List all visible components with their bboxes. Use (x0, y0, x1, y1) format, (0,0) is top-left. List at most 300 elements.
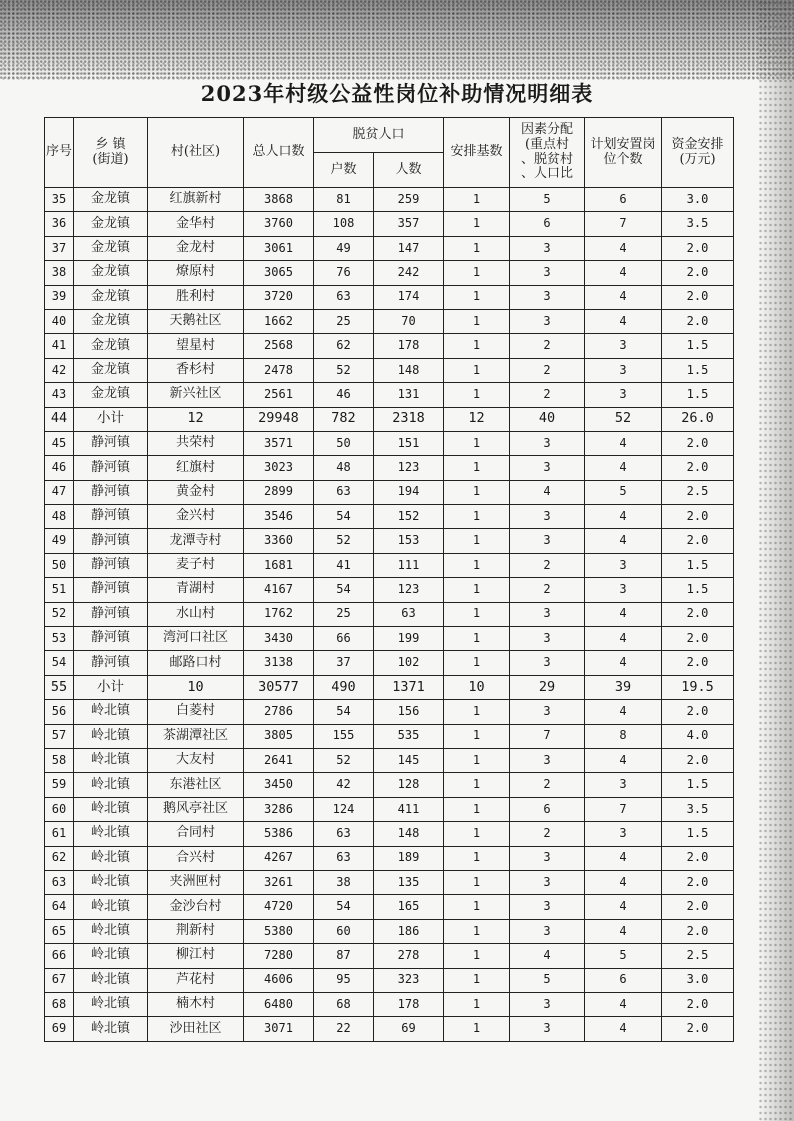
table-row (45, 431, 734, 455)
cell-households: 42 (314, 773, 374, 797)
cell-seq: 40 (45, 309, 74, 333)
cell-funds: 2.0 (662, 505, 734, 529)
cell-base: 1 (444, 578, 510, 602)
cell-persons: 189 (374, 846, 444, 870)
cell-funds: 1.5 (662, 383, 734, 407)
cell-base: 1 (444, 895, 510, 919)
cell-village: 黄金村 (148, 480, 244, 504)
cell-village: 合兴村 (148, 846, 244, 870)
cell-seq: 60 (45, 797, 74, 821)
cell-town: 金龙镇 (74, 358, 148, 382)
cell-seq: 35 (45, 188, 74, 212)
col-planned-line1: 计划安置岗 (590, 136, 656, 152)
cell-town: 岭北镇 (74, 919, 148, 943)
cell-base: 1 (444, 968, 510, 992)
cell-town: 静河镇 (74, 456, 148, 480)
cell-village: 青湖村 (148, 578, 244, 602)
cell-town: 静河镇 (74, 505, 148, 529)
table-body (45, 188, 734, 1042)
cell-base: 1 (444, 480, 510, 504)
cell-factor: 3 (510, 285, 585, 309)
cell-planned: 6 (585, 968, 662, 992)
cell-town: 岭北镇 (74, 822, 148, 846)
cell-funds: 2.0 (662, 529, 734, 553)
cell-village: 香杉村 (148, 358, 244, 382)
cell-households: 54 (314, 895, 374, 919)
col-factor-line2: (重点村 (524, 136, 570, 152)
cell-base: 1 (444, 456, 510, 480)
table-row (45, 724, 734, 748)
cell-households: 52 (314, 748, 374, 772)
cell-funds: 2.0 (662, 236, 734, 260)
cell-funds: 2.0 (662, 602, 734, 626)
cell-planned: 5 (585, 944, 662, 968)
cell-persons: 1371 (374, 675, 444, 699)
cell-persons: 145 (374, 748, 444, 772)
cell-total-pop: 1762 (244, 602, 314, 626)
cell-base: 1 (444, 797, 510, 821)
cell-seq: 62 (45, 846, 74, 870)
cell-total-pop: 4167 (244, 578, 314, 602)
cell-total-pop: 3805 (244, 724, 314, 748)
cell-households: 63 (314, 846, 374, 870)
table-row (45, 846, 734, 870)
cell-town: 岭北镇 (74, 895, 148, 919)
cell-factor: 3 (510, 870, 585, 894)
cell-funds: 2.0 (662, 285, 734, 309)
cell-village: 白菱村 (148, 700, 244, 724)
cell-households: 25 (314, 602, 374, 626)
table-row (45, 236, 734, 260)
cell-planned: 4 (585, 236, 662, 260)
cell-funds: 2.0 (662, 700, 734, 724)
cell-funds: 2.0 (662, 456, 734, 480)
cell-seq: 58 (45, 748, 74, 772)
cell-factor: 3 (510, 529, 585, 553)
cell-village: 湾河口社区 (148, 627, 244, 651)
table-row (45, 212, 734, 236)
cell-base: 1 (444, 773, 510, 797)
cell-seq: 52 (45, 602, 74, 626)
cell-factor: 6 (510, 797, 585, 821)
cell-total-pop: 4267 (244, 846, 314, 870)
cell-persons: 156 (374, 700, 444, 724)
cell-total-pop: 3868 (244, 188, 314, 212)
cell-base: 1 (444, 1017, 510, 1041)
col-poverty-group: 脱贫人口 (314, 118, 444, 153)
cell-funds: 2.0 (662, 895, 734, 919)
cell-town: 金龙镇 (74, 261, 148, 285)
cell-households: 49 (314, 236, 374, 260)
col-factor-line3: 、脱贫村 (521, 151, 574, 167)
cell-factor: 4 (510, 480, 585, 504)
table-row (45, 895, 734, 919)
cell-planned: 3 (585, 383, 662, 407)
cell-total-pop: 3720 (244, 285, 314, 309)
cell-total-pop: 1681 (244, 553, 314, 577)
cell-factor: 40 (510, 407, 585, 431)
table-row (45, 578, 734, 602)
cell-total-pop: 7280 (244, 944, 314, 968)
cell-town: 静河镇 (74, 529, 148, 553)
cell-persons: 194 (374, 480, 444, 504)
cell-planned: 3 (585, 334, 662, 358)
cell-households: 95 (314, 968, 374, 992)
cell-planned: 4 (585, 285, 662, 309)
cell-factor: 6 (510, 212, 585, 236)
cell-planned: 6 (585, 188, 662, 212)
cell-households: 50 (314, 431, 374, 455)
cell-factor: 2 (510, 822, 585, 846)
cell-funds: 3.0 (662, 968, 734, 992)
cell-town: 岭北镇 (74, 846, 148, 870)
cell-funds: 3.5 (662, 212, 734, 236)
cell-village: 邮路口村 (148, 651, 244, 675)
cell-households: 25 (314, 309, 374, 333)
table-row (45, 188, 734, 212)
cell-village: 茶湖潭社区 (148, 724, 244, 748)
cell-base: 1 (444, 700, 510, 724)
cell-seq: 46 (45, 456, 74, 480)
cell-total-pop: 3138 (244, 651, 314, 675)
cell-persons: 147 (374, 236, 444, 260)
cell-total-pop: 5386 (244, 822, 314, 846)
cell-planned: 4 (585, 895, 662, 919)
cell-seq: 68 (45, 992, 74, 1016)
cell-planned: 7 (585, 212, 662, 236)
cell-total-pop: 3261 (244, 870, 314, 894)
cell-households: 68 (314, 992, 374, 1016)
cell-factor: 3 (510, 236, 585, 260)
table-row (45, 700, 734, 724)
cell-town: 岭北镇 (74, 724, 148, 748)
cell-planned: 4 (585, 431, 662, 455)
cell-seq: 51 (45, 578, 74, 602)
cell-persons: 151 (374, 431, 444, 455)
cell-factor: 3 (510, 651, 585, 675)
cell-persons: 148 (374, 822, 444, 846)
cell-factor: 3 (510, 700, 585, 724)
table-row (45, 334, 734, 358)
cell-persons: 535 (374, 724, 444, 748)
cell-factor: 2 (510, 383, 585, 407)
cell-seq: 44 (45, 407, 74, 431)
cell-town: 岭北镇 (74, 700, 148, 724)
cell-base: 1 (444, 846, 510, 870)
cell-planned: 7 (585, 797, 662, 821)
cell-total-pop: 3571 (244, 431, 314, 455)
col-planned (585, 118, 662, 188)
cell-households: 54 (314, 505, 374, 529)
cell-base: 10 (444, 675, 510, 699)
cell-households: 76 (314, 261, 374, 285)
cell-households: 22 (314, 1017, 374, 1041)
cell-persons: 242 (374, 261, 444, 285)
cell-factor: 7 (510, 724, 585, 748)
cell-village: 合同村 (148, 822, 244, 846)
cell-funds: 2.0 (662, 992, 734, 1016)
cell-town: 岭北镇 (74, 992, 148, 1016)
cell-persons: 278 (374, 944, 444, 968)
table-row (45, 944, 734, 968)
cell-households: 108 (314, 212, 374, 236)
cell-factor: 3 (510, 431, 585, 455)
cell-town: 岭北镇 (74, 944, 148, 968)
cell-planned: 39 (585, 675, 662, 699)
cell-base: 1 (444, 822, 510, 846)
cell-total-pop: 30577 (244, 675, 314, 699)
cell-planned: 4 (585, 529, 662, 553)
cell-funds: 2.0 (662, 1017, 734, 1041)
cell-seq: 57 (45, 724, 74, 748)
cell-planned: 4 (585, 919, 662, 943)
cell-funds: 1.5 (662, 553, 734, 577)
cell-town: 金龙镇 (74, 383, 148, 407)
cell-persons: 128 (374, 773, 444, 797)
cell-village: 新兴社区 (148, 383, 244, 407)
cell-planned: 4 (585, 602, 662, 626)
cell-base: 1 (444, 358, 510, 382)
page-title: 2023年村级公益性岗位补助情况明细表 (200, 81, 594, 106)
cell-funds: 2.0 (662, 846, 734, 870)
cell-persons: 259 (374, 188, 444, 212)
cell-base: 1 (444, 602, 510, 626)
cell-total-pop: 5380 (244, 919, 314, 943)
table-row (45, 992, 734, 1016)
cell-persons: 186 (374, 919, 444, 943)
cell-persons: 165 (374, 895, 444, 919)
cell-factor: 4 (510, 944, 585, 968)
cell-total-pop: 6480 (244, 992, 314, 1016)
cell-factor: 3 (510, 919, 585, 943)
cell-planned: 3 (585, 553, 662, 577)
cell-total-pop: 3546 (244, 505, 314, 529)
cell-town: 静河镇 (74, 602, 148, 626)
cell-base: 1 (444, 188, 510, 212)
cell-village: 望星村 (148, 334, 244, 358)
cell-factor: 3 (510, 992, 585, 1016)
cell-households: 66 (314, 627, 374, 651)
cell-total-pop: 4720 (244, 895, 314, 919)
table-row (45, 529, 734, 553)
cell-factor: 3 (510, 261, 585, 285)
cell-funds: 1.5 (662, 334, 734, 358)
cell-households: 52 (314, 529, 374, 553)
cell-base: 1 (444, 309, 510, 333)
cell-town: 静河镇 (74, 651, 148, 675)
cell-total-pop: 2641 (244, 748, 314, 772)
cell-factor: 3 (510, 895, 585, 919)
cell-households: 87 (314, 944, 374, 968)
cell-seq: 49 (45, 529, 74, 553)
cell-households: 63 (314, 285, 374, 309)
cell-persons: 178 (374, 992, 444, 1016)
table-row (45, 480, 734, 504)
cell-planned: 4 (585, 992, 662, 1016)
cell-seq: 48 (45, 505, 74, 529)
cell-planned: 4 (585, 627, 662, 651)
cell-town: 岭北镇 (74, 748, 148, 772)
cell-funds: 4.0 (662, 724, 734, 748)
cell-households: 124 (314, 797, 374, 821)
cell-planned: 4 (585, 870, 662, 894)
cell-village: 柳江村 (148, 944, 244, 968)
cell-total-pop: 3450 (244, 773, 314, 797)
cell-village: 红旗新村 (148, 188, 244, 212)
cell-total-pop: 3065 (244, 261, 314, 285)
cell-seq: 37 (45, 236, 74, 260)
cell-town: 静河镇 (74, 627, 148, 651)
cell-seq: 50 (45, 553, 74, 577)
cell-village: 沙田社区 (148, 1017, 244, 1041)
cell-village: 大友村 (148, 748, 244, 772)
cell-seq: 66 (45, 944, 74, 968)
cell-funds: 2.0 (662, 651, 734, 675)
cell-base: 1 (444, 505, 510, 529)
cell-funds: 2.5 (662, 480, 734, 504)
cell-factor: 3 (510, 748, 585, 772)
table-row (45, 309, 734, 333)
cell-total-pop: 3760 (244, 212, 314, 236)
col-planned-line2: 位个数 (603, 151, 643, 167)
cell-factor: 3 (510, 309, 585, 333)
cell-households: 41 (314, 553, 374, 577)
cell-town: 金龙镇 (74, 188, 148, 212)
cell-factor: 2 (510, 358, 585, 382)
table-row (45, 505, 734, 529)
subtotal-row (45, 407, 734, 431)
cell-planned: 3 (585, 822, 662, 846)
cell-base: 1 (444, 651, 510, 675)
cell-planned: 4 (585, 700, 662, 724)
cell-persons: 174 (374, 285, 444, 309)
cell-total-pop: 29948 (244, 407, 314, 431)
cell-households: 62 (314, 334, 374, 358)
cell-planned: 3 (585, 358, 662, 382)
table-row (45, 773, 734, 797)
cell-funds: 2.5 (662, 944, 734, 968)
cell-planned: 8 (585, 724, 662, 748)
cell-factor: 2 (510, 553, 585, 577)
cell-village: 夹洲匣村 (148, 870, 244, 894)
cell-planned: 52 (585, 407, 662, 431)
table-row (45, 358, 734, 382)
cell-households: 490 (314, 675, 374, 699)
cell-village: 天鹅社区 (148, 309, 244, 333)
col-funds-line2: (万元) (679, 151, 716, 167)
cell-base: 12 (444, 407, 510, 431)
cell-factor: 3 (510, 602, 585, 626)
cell-funds: 1.5 (662, 773, 734, 797)
cell-total-pop: 3061 (244, 236, 314, 260)
cell-base: 1 (444, 748, 510, 772)
cell-total-pop: 3071 (244, 1017, 314, 1041)
table-row (45, 261, 734, 285)
cell-factor: 3 (510, 1017, 585, 1041)
cell-seq: 42 (45, 358, 74, 382)
subtotal-row (45, 675, 734, 699)
cell-town: 金龙镇 (74, 212, 148, 236)
cell-funds: 1.5 (662, 578, 734, 602)
cell-households: 46 (314, 383, 374, 407)
cell-households: 48 (314, 456, 374, 480)
table-row (45, 1017, 734, 1041)
cell-persons: 70 (374, 309, 444, 333)
cell-base: 1 (444, 627, 510, 651)
cell-persons: 131 (374, 383, 444, 407)
cell-town: 小计 (74, 407, 148, 431)
cell-households: 63 (314, 480, 374, 504)
table-row (45, 748, 734, 772)
table-row (45, 968, 734, 992)
col-persons: 人数 (374, 153, 444, 188)
scan-noise-right (758, 0, 794, 1121)
col-factor-line1: 因素分配 (521, 121, 574, 137)
cell-factor: 2 (510, 578, 585, 602)
cell-persons: 69 (374, 1017, 444, 1041)
cell-town: 金龙镇 (74, 309, 148, 333)
cell-funds: 2.0 (662, 748, 734, 772)
table-row (45, 651, 734, 675)
cell-seq: 36 (45, 212, 74, 236)
cell-village: 楠木村 (148, 992, 244, 1016)
cell-funds: 2.0 (662, 431, 734, 455)
cell-village: 红旗村 (148, 456, 244, 480)
cell-planned: 4 (585, 309, 662, 333)
cell-households: 54 (314, 578, 374, 602)
cell-persons: 178 (374, 334, 444, 358)
cell-seq: 64 (45, 895, 74, 919)
table-row (45, 870, 734, 894)
cell-total-pop: 2478 (244, 358, 314, 382)
cell-persons: 152 (374, 505, 444, 529)
cell-planned: 4 (585, 748, 662, 772)
cell-seq: 67 (45, 968, 74, 992)
cell-total-pop: 3430 (244, 627, 314, 651)
cell-town: 岭北镇 (74, 797, 148, 821)
cell-seq: 38 (45, 261, 74, 285)
cell-town: 静河镇 (74, 480, 148, 504)
col-factor (510, 118, 585, 188)
cell-town: 静河镇 (74, 553, 148, 577)
cell-village: 鹅风亭社区 (148, 797, 244, 821)
cell-households: 54 (314, 700, 374, 724)
cell-base: 1 (444, 285, 510, 309)
col-households: 户数 (314, 153, 374, 188)
cell-total-pop: 4606 (244, 968, 314, 992)
cell-factor: 3 (510, 505, 585, 529)
cell-base: 1 (444, 236, 510, 260)
cell-village: 金沙台村 (148, 895, 244, 919)
cell-total-pop: 2568 (244, 334, 314, 358)
cell-factor: 5 (510, 188, 585, 212)
col-base: 安排基数 (444, 118, 510, 188)
subsidy-table (44, 117, 734, 1042)
cell-base: 1 (444, 992, 510, 1016)
cell-persons: 148 (374, 358, 444, 382)
cell-factor: 3 (510, 456, 585, 480)
table-row (45, 456, 734, 480)
cell-factor: 2 (510, 334, 585, 358)
table-row (45, 285, 734, 309)
col-funds (662, 118, 734, 188)
cell-seq: 47 (45, 480, 74, 504)
col-town-line1: 乡 镇 (95, 136, 126, 152)
cell-total-pop: 3023 (244, 456, 314, 480)
scan-noise-top (0, 0, 794, 80)
cell-households: 60 (314, 919, 374, 943)
cell-village: 芦花村 (148, 968, 244, 992)
